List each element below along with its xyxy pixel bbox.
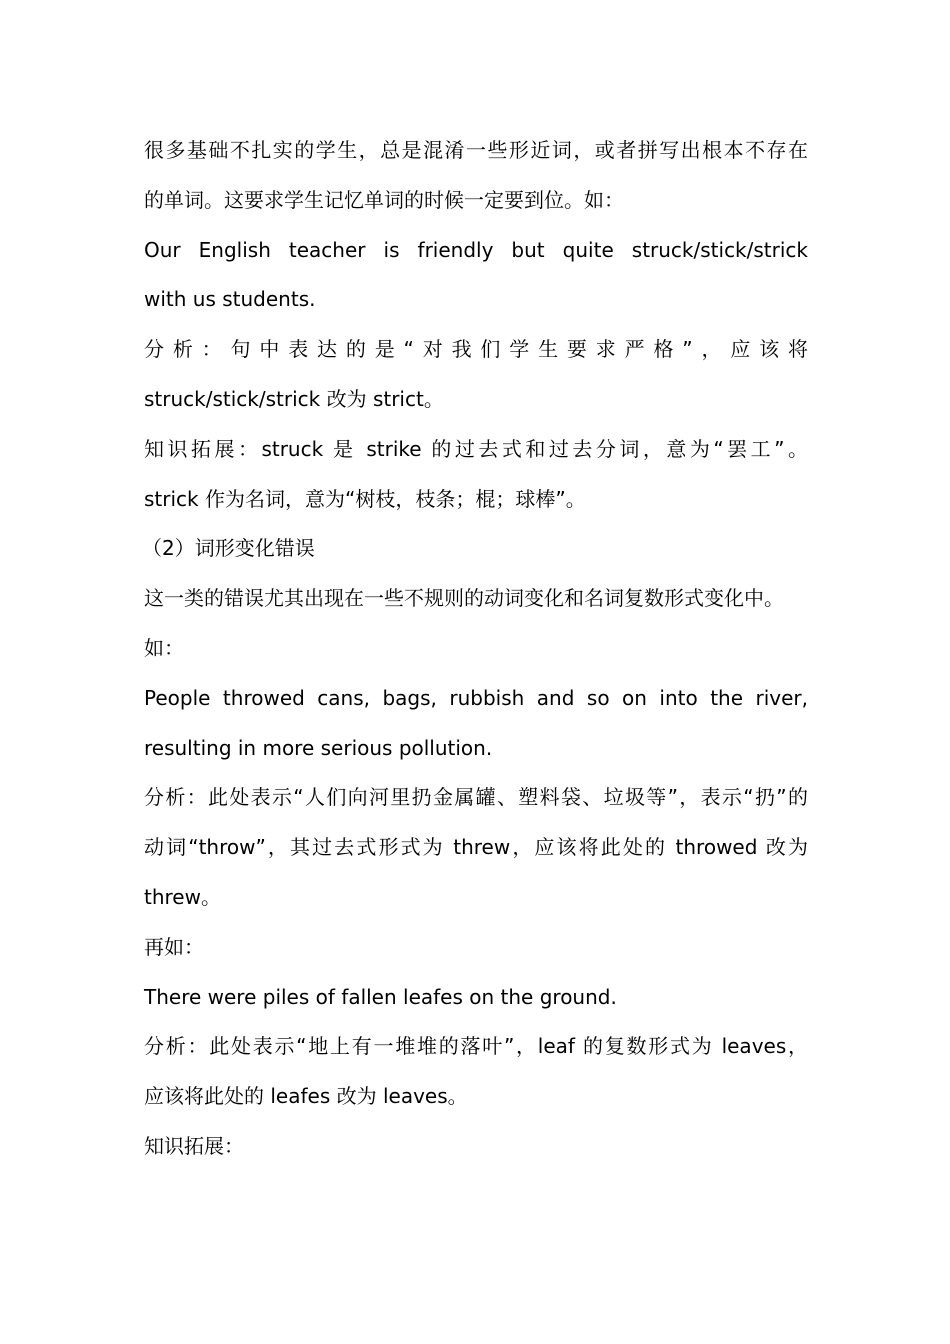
analysis-line: 分析：此处表示“地上有一堆堆的落叶”，leaf 的复数形式为 leaves， (144, 1034, 808, 1059)
paragraph-line: 再如： (144, 934, 204, 959)
example-sentence-line: Our English teacher is friendly but quite struck/stick/strick (144, 237, 808, 262)
analysis-line: struck/stick/strick 改为 strict。 (144, 386, 444, 411)
analysis-line: threw。 (144, 884, 221, 909)
analysis-line: 分析：句中表达的是“对我们学生要求严格”，应该将 (144, 337, 808, 362)
knowledge-extension-line: strick 作为名词，意为“树枝，枝条；棍；球棒”。 (144, 486, 586, 511)
document-body (144, 126, 808, 1172)
analysis-line: 动词“throw”，其过去式形式为 threw，应该将此处的 throwed 改为 (144, 835, 808, 860)
analysis-line: 应该将此处的 leafes 改为 leaves。 (144, 1084, 468, 1109)
example-sentence-line: People throwed cans, bags, rubbish and so on into the river, (144, 685, 808, 710)
analysis-line: 分析：此处表示“人们向河里扔金属罐、塑料袋、垃圾等”，表示“扔”的 (144, 785, 808, 810)
knowledge-extension-heading: 知识拓展： (144, 1133, 244, 1158)
example-sentence-line: There were piles of fallen leafes on the ground. (144, 984, 617, 1009)
paragraph-line: 如： (144, 635, 184, 660)
example-sentence-line: resulting in more serious pollution. (144, 735, 493, 760)
paragraph-line: 的单词。这要求学生记忆单词的时候一定要到位。如： (144, 187, 624, 212)
knowledge-extension-line: 知识拓展：struck 是 strike 的过去式和过去分词，意为“罢工”。 (144, 436, 808, 461)
paragraph-line: 很多基础不扎实的学生，总是混淆一些形近词，或者拼写出根本不存在 (144, 138, 808, 162)
paragraph-line: 这一类的错误尤其出现在一些不规则的动词变化和名词复数形式变化中。 (144, 586, 784, 611)
example-sentence-line: with us students. (144, 287, 316, 312)
section-heading: （2）词形变化错误 (142, 536, 315, 561)
